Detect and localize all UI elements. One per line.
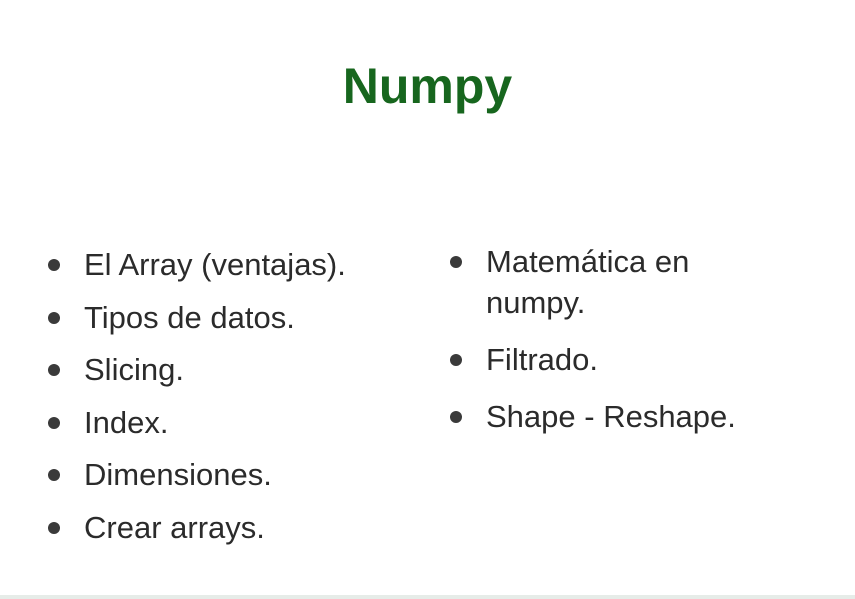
list-item [40,297,420,338]
list-item-text: El Array (ventajas). [84,247,346,282]
list-item [40,507,420,548]
list-item-text: Crear arrays. [84,509,265,545]
bullet-icon [48,259,60,271]
list-item-text: Dimensiones. [84,457,272,493]
bullet-icon [450,354,462,366]
list-item-text: Index. [84,404,169,440]
list-item [40,349,420,390]
list-item [442,241,772,323]
list-item [40,244,420,285]
list-item [40,454,420,495]
bullet-icon [48,469,60,481]
bullet-icon [48,417,60,429]
topic-list-right [442,241,772,449]
bullet-icon [48,522,60,534]
list-item [442,339,772,380]
bottom-divider [0,595,855,599]
topic-list-left [40,244,420,560]
bullet-icon [48,364,60,376]
bullet-icon [450,256,462,268]
bullet-icon [450,411,462,423]
list-item-text: Filtrado. [486,342,598,377]
list-item [40,402,420,443]
list-item-text: Slicing. [84,352,184,388]
slide-title: Numpy [342,58,513,114]
list-item-text: Shape - Reshape. [486,399,736,434]
list-item [442,396,772,437]
list-item-text: Matemática en numpy. [486,244,690,320]
list-item-text: Tipos de datos. [84,299,295,335]
bullet-icon [48,312,60,324]
